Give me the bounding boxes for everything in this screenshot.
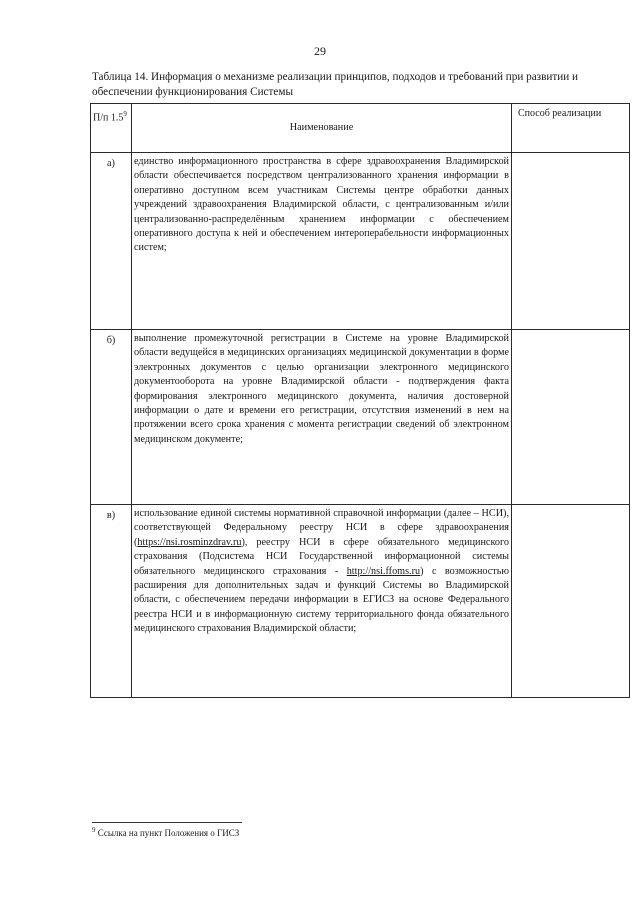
- table-caption: Таблица 14. Информация о механизме реализации принципов, подходов и требований при развитии и обеспечении функционирования Системы: [92, 71, 579, 98]
- footnote-text: Ссылка на пункт Положения о ГИСЗ: [97, 828, 240, 838]
- header-name-cell: Наименование: [132, 104, 512, 153]
- row-method-cell: [512, 505, 630, 698]
- footnote-divider: [92, 822, 242, 823]
- row-method-cell: [512, 330, 630, 505]
- table-header-row: [91, 104, 630, 153]
- row-label: б): [106, 335, 116, 346]
- table-row: [91, 330, 630, 505]
- page-number: 29: [314, 44, 326, 58]
- nsi-ffoms-link[interactable]: http://nsi.ffoms.ru: [346, 565, 421, 577]
- row-label-cell: [91, 330, 132, 505]
- header-method-cell: Способ реализации: [512, 104, 630, 153]
- row-label-cell: [91, 153, 132, 330]
- row-text-cell: единство информационного пространства в сфере здравоохранения Владимирской области обеспечивается посредством централизованного хранения информации в оперативно доступном всем участникам Системы центре обработки данных учреждений здравоохранения Владимирской области, с централизованным и/или централизованно-распределённым хранением информации с обеспечением оперативного доступа к ней и обеспечением интероперабельности информационных систем;: [132, 153, 512, 330]
- principles-table: [90, 103, 630, 698]
- row-label: а): [107, 158, 115, 169]
- footnote-mark: 9: [92, 826, 96, 834]
- row-text-cell: [132, 505, 512, 698]
- row-label-cell: [91, 505, 132, 698]
- footnote-reference: 9: [123, 110, 127, 118]
- table-row: [91, 505, 630, 698]
- table-row: [91, 153, 630, 330]
- footnote: [92, 826, 239, 838]
- row-text-part: ) с возможностью расширения для дополнительных задач и функций Системы во Владимирской области, с обеспечением передачи информации в ЕГИСЗ на основе Федерального реестра НСИ и в информационную систему территориального фонда обязательного медицинского страхования Владимирской области;: [134, 565, 509, 635]
- nsi-rosminzdrav-link[interactable]: https://nsi.rosminzdrav.ru: [137, 536, 242, 548]
- row-text-part: ), реестру НСИ в сфере обязательного медицинского страхования (Подсистема НСИ Государственной информационной системы обязательного медицинского страхования -: [134, 536, 509, 577]
- row-text-cell: выполнение промежуточной регистрации в Системе на уровне Владимирской области ведущейся в медицинских организациях медицинской документации в форме электронных документов с целью организации электронного медицинского документооборота на уровне Владимирской области - подтверждения факта формирования электронного медицинского документа, наличия достоверной информации о дате и времени его регистрации, отсутствия изменений в нем на протяжении всего срока хранения с момента регистрации сведений об электронном медицинском документе;: [132, 330, 512, 505]
- header-number-label: П/п 1.5: [93, 112, 124, 124]
- row-label: в): [106, 510, 116, 521]
- row-text-part: использование единой системы нормативной справочной информации (далее – НСИ), соответствующей Федеральному реестру НСИ в сфере здравоохранения (: [134, 508, 509, 548]
- row-method-cell: [512, 153, 630, 330]
- header-number-cell: [91, 104, 132, 153]
